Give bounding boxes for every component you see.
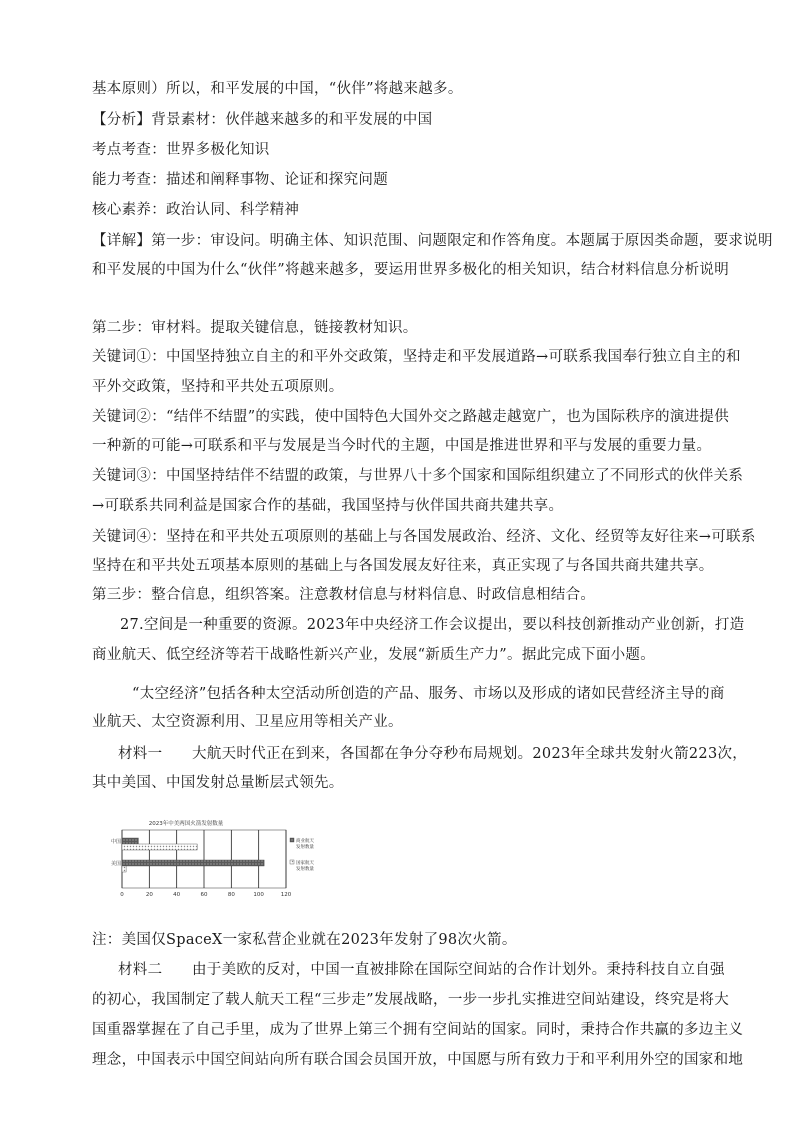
legend-swatch <box>290 860 294 864</box>
question-stem: 27.空间是一种重要的资源。2023年中央经济工作会议提出，要以科技创新推动产业创新，打造 <box>120 617 745 633</box>
category-label: 中国 <box>110 839 121 845</box>
keyword-line: 关键词④：坚持在和平共处五项原则的基础上与各国发展政治、经济、文化、经贸等友好往来→可联系 <box>92 529 756 545</box>
keyword-line: 关键词②：“结伴不结盟”的实践，使中国特色大国外交之路越走越宽广，也为国际秩序的演进提供 <box>92 409 730 425</box>
chart-title: 2023年中美两国火箭发射数量 <box>148 821 224 827</box>
text-line: 其中美国、中国发射总量断层式领先。 <box>92 775 344 791</box>
x-tick-label: 0 <box>120 892 124 898</box>
text-line: 平外交政策，坚持和平共处五项原则。 <box>92 379 344 395</box>
text-line: 基本原则）所以，和平发展的中国，“伙伴”将越来越多。 <box>92 81 463 97</box>
x-tick-label: 40 <box>173 892 181 898</box>
legend-label: 国家航天 <box>296 861 314 866</box>
text-line: →可联系共同利益是国家合作的基础，我国坚持与伙伴国共商共建共享。 <box>92 498 564 514</box>
text-line: 国重器掌握在了自己手里，成为了世界上第三个拥有空间站的国家。同时，秉持合作共赢的多边主义 <box>92 1022 744 1038</box>
legend-swatch <box>290 838 294 842</box>
text-line: 第三步：整合信息，组织答案。注意教材信息与材料信息、时政信息相结合。 <box>92 587 596 603</box>
legend-label: 发射数量 <box>296 867 314 872</box>
bar <box>122 866 126 872</box>
category-label: 美国 <box>110 861 121 867</box>
bar <box>122 844 197 850</box>
text-line: 理念，中国表示中国空间站向所有联合国会员国开放，中国愿与所有致力于和平利用外空的国家和地 <box>92 1052 744 1068</box>
text-line: 和平发展的中国为什么“伙伴”将越来越多，要运用世界多极化的相关知识，结合材料信息分析说明 <box>92 262 730 278</box>
text-line: 第二步：审材料。提取关键信息，链接教材知识。 <box>92 320 418 336</box>
legend-label: 发射数量 <box>296 845 314 850</box>
bar <box>122 838 138 844</box>
text-line: 考点考查：世界多极化知识 <box>92 142 270 158</box>
explanation-heading: 【详解】第一步：审设问。明确主体、知识范围、问题限定和作答角度。本题属于原因类命题，要求说明 <box>92 233 773 249</box>
text-line: 能力考查：描述和阐释事物、论证和探究问题 <box>92 172 388 188</box>
text-line: “太空经济”包括各种太空活动所创造的产品、服务、市场以及形成的诸如民营经济主导的商 <box>132 686 725 702</box>
analysis-heading: 【分析】背景素材：伙伴越来越多的和平发展的中国 <box>92 112 433 128</box>
text-line: 的初心，我国制定了载人航天工程“三步走”发展战略，一步一步扎实推进空间站建设，终究是将大 <box>92 992 730 1008</box>
x-tick-label: 120 <box>280 892 292 898</box>
rocket-launch-chart <box>110 818 314 900</box>
text-line: 业航天、太空资源利用、卫星应用等相关产业。 <box>92 714 403 730</box>
material-two: 材料二 由于美欧的反对，中国一直被排除在国际空间站的合作计划外。秉持科技自立自强 <box>118 962 725 978</box>
text-line: 商业航天、低空经济等若干战略性新兴产业，发展“新质生产力”。据此完成下面小题。 <box>92 647 656 663</box>
x-tick-label: 20 <box>145 892 153 898</box>
material-one: 材料一 大航天时代正在到来，各国都在争分夺秒布局规划。2023年全球共发射火箭223次， <box>118 746 748 762</box>
keyword-line: 关键词①：中国坚持独立自主的和平外交政策，坚持走和平发展道路→可联系我国奉行独立自主的和 <box>92 349 741 365</box>
text-line: 核心素养：政治认同、科学精神 <box>92 202 300 218</box>
legend-label: 商业航天 <box>296 839 314 844</box>
keyword-line: 关键词③：中国坚持结伴不结盟的政策，与世界八十多个国家和国际组织建立了不同形式的伙伴关系 <box>92 468 744 484</box>
text-line: 坚持在和平共处五项基本原则的基础上与各国发展友好往来，真正实现了与各国共商共建共享。 <box>92 558 714 574</box>
x-tick-label: 60 <box>200 892 208 898</box>
text-line: 一种新的可能→可联系和平与发展是当今时代的主题，中国是推进世界和平与发展的重要力量。 <box>92 438 712 454</box>
x-tick-label: 80 <box>227 892 235 898</box>
bar <box>122 860 264 866</box>
chart-svg <box>110 818 314 900</box>
chart-note: 注：美国仅SpaceX一家私营企业就在2023年发射了98次火箭。 <box>92 932 517 948</box>
x-tick-label: 100 <box>253 892 264 898</box>
